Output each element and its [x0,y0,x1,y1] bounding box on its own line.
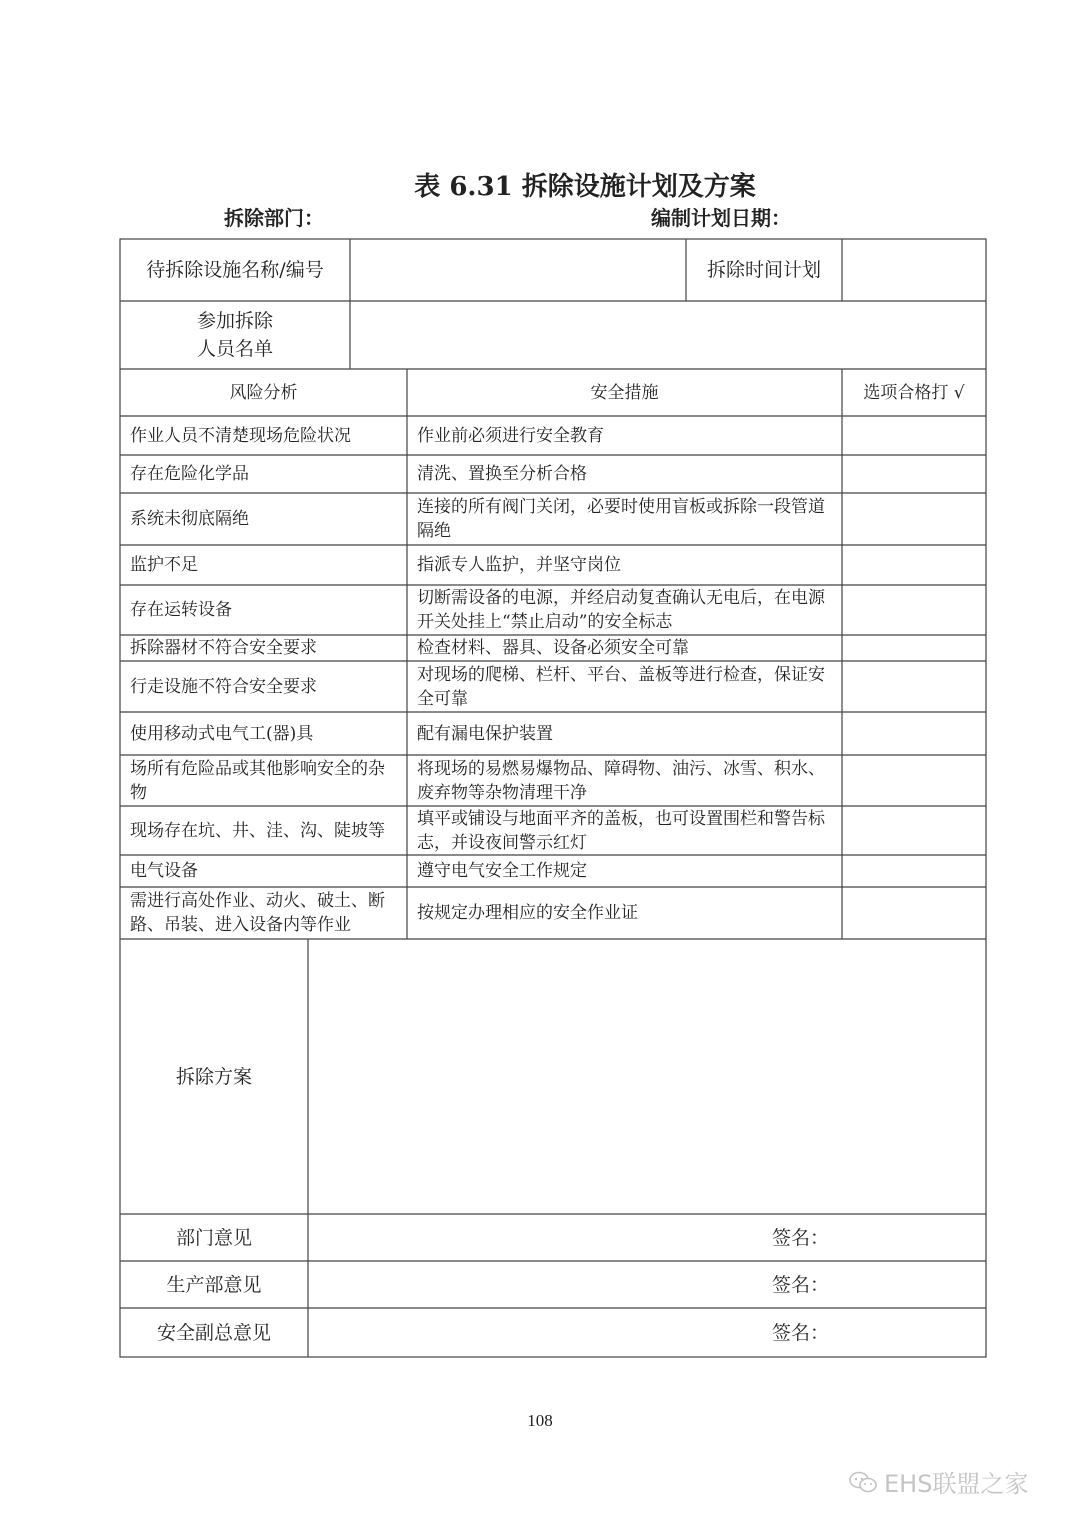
check-cell[interactable] [842,661,986,712]
risk-cell: 拆除器材不符合安全要求 [130,638,317,658]
risk-cell: 需进行高处作业、动火、破土、断路、吊装、进入设备内等作业 [130,891,385,935]
opinion-safety-label: 安全副总意见 [156,1321,271,1344]
measure-cell: 连接的所有阀门关闭，必要时使用盲板或拆除一段管道隔绝 [417,497,825,541]
col-measure-header: 安全措施 [590,382,659,403]
risk-cell: 现场存在坑、井、洼、沟、陡坡等 [130,820,385,841]
risk-cell: 系统未彻底隔绝 [130,509,249,529]
personnel-input[interactable] [350,301,986,369]
risk-cell: 场所有危险品或其他影响安全的杂物 [130,758,385,803]
check-cell[interactable] [842,416,986,455]
risk-cell: 监护不足 [130,555,198,575]
personnel-label-line2: 人员名单 [196,338,273,360]
watermark [848,1464,1028,1499]
measure-cell: 作业前必须进行安全教育 [417,425,604,446]
check-cell[interactable] [842,545,986,585]
time-input[interactable] [842,239,986,301]
dept-label: 拆除部门： [224,206,324,230]
facility-input[interactable] [350,239,686,301]
check-cell[interactable] [842,755,986,806]
risk-cell: 电气设备 [130,861,198,881]
measure-cell: 按规定办理相应的安全作业证 [417,903,638,923]
personnel-label [120,301,350,369]
measure-cell: 对现场的爬梯、栏杆、平台、盖板等进行检查，保证安全可靠 [417,664,825,709]
risk-cell: 作业人员不清楚现场危险状况 [130,425,351,446]
personnel-label-line1: 参加拆除 [196,310,273,332]
opinion-dept-label: 部门意见 [175,1226,252,1249]
wechat-icon [848,1470,878,1494]
measure-cell: 填平或铺设与地面平齐的盖板，也可设置围栏和警告标志，并设夜间警示红灯 [417,808,825,853]
check-cell[interactable] [842,585,986,635]
opinion-production-sign: 签名： [772,1273,830,1296]
measure-cell: 切断需设备的电源，并经启动复查确认无电后，在电源开关处挂上“禁止启动”的安全标志 [417,588,825,632]
risk-cell: 存在运转设备 [130,600,232,620]
measure-cell: 检查材料、器具、设备必须安全可靠 [417,638,689,658]
watermark-text: EHS联盟之家 [884,1470,1029,1498]
measure-cell: 将现场的易燃易爆物品、障碍物、油污、冰雪、积水、废弃物等杂物清理干净 [417,758,825,803]
check-cell[interactable] [842,887,986,939]
measure-cell: 遵守电气安全工作规定 [417,861,587,881]
measure-cell: 清洗、置换至分析合格 [417,464,587,484]
opinion-production-label: 生产部意见 [166,1273,262,1296]
opinion-dept-sign: 签名： [772,1226,830,1249]
check-cell[interactable] [842,635,986,661]
risk-cell: 使用移动式电气工(器)具 [130,723,314,744]
col-check-header: 选项合格打 √ [863,382,965,403]
check-cell[interactable] [842,806,986,855]
plan-label: 拆除方案 [175,1065,252,1088]
risk-cell: 行走设施不符合安全要求 [130,676,317,697]
opinion-safety-sign: 签名： [772,1321,830,1344]
facility-label: 待拆除设施名称/编号 [146,259,324,281]
plan-input[interactable] [308,939,986,1214]
time-label: 拆除时间计划 [706,259,821,281]
date-label: 编制计划日期： [651,206,791,230]
measure-cell: 配有漏电保护装置 [417,723,553,744]
check-cell[interactable] [842,455,986,493]
col-risk-header: 风险分析 [229,382,298,403]
measure-cell: 指派专人监护，并坚守岗位 [417,555,621,575]
check-cell[interactable] [842,855,986,887]
check-cell[interactable] [842,712,986,755]
check-cell[interactable] [842,493,986,545]
page-number: 108 [527,1411,553,1430]
table-title: 表 6.31 拆除设施计划及方案 [414,172,756,202]
risk-cell: 存在危险化学品 [130,464,249,484]
